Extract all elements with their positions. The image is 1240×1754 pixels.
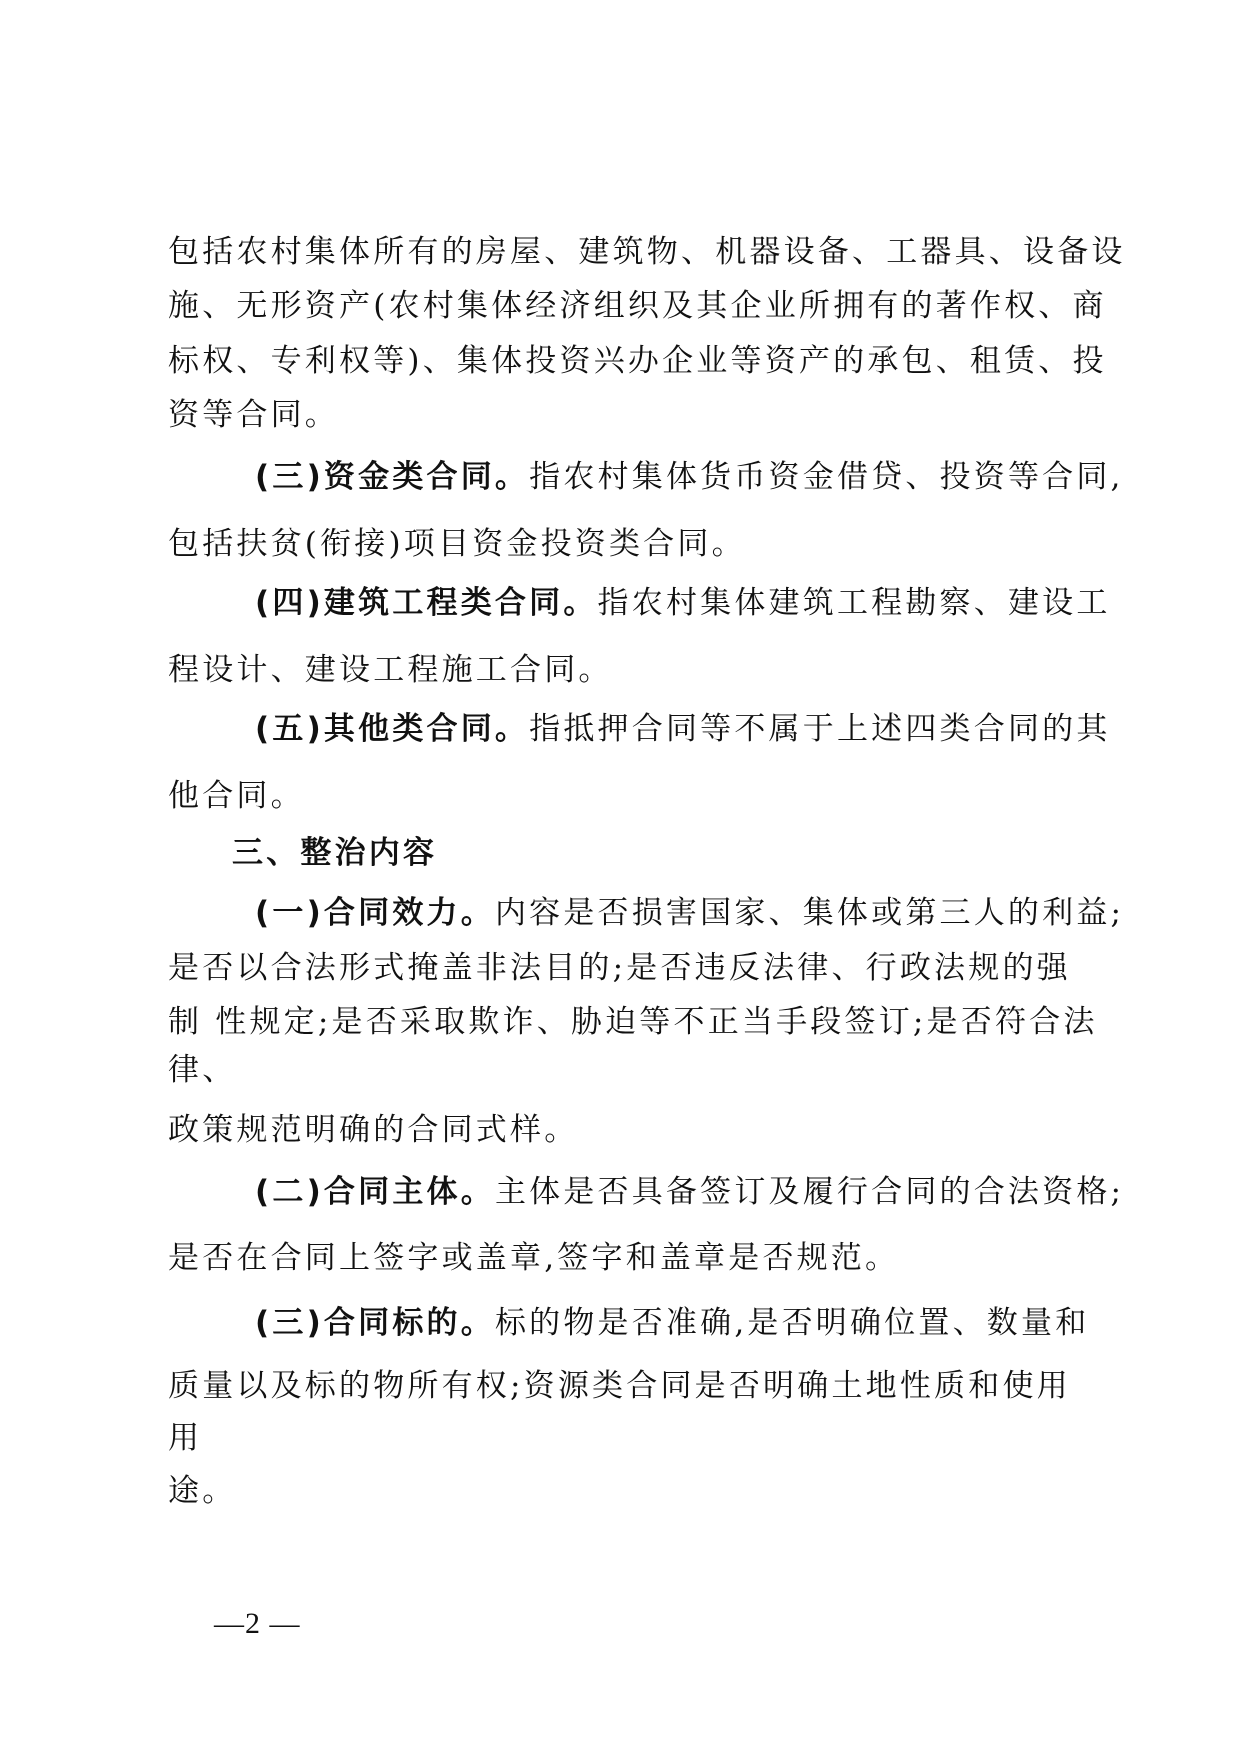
section-5-text: 指抵押合同等不属于上述四类合同的其 [529,711,1111,747]
body-line-16: 政策规范明确的合同式样。 [168,1112,579,1148]
section-4-title: (四)建筑工程类合同。 [255,585,598,621]
section-3-text: 指农村集体货币资金借贷、投资等合同, [529,459,1124,495]
body-line-8: 程设计、建设工程施工合同。 [168,652,613,688]
item-2-title: (二)合同主体。 [255,1174,495,1210]
body-line-22: 途。 [168,1473,237,1509]
section-heading: 三、整治内容 [232,835,438,871]
body-line-2: 施、无形资产(农村集体经济组织及其企业所拥有的著作权、商 [168,288,1107,324]
section-5-paragraph [255,709,1111,749]
body-line-15: 律、 [168,1052,237,1088]
body-line-13: 是否以合法形式掩盖非法目的;是否违反法律、行政法规的强 [168,950,1071,986]
body-line-6: 包括扶贫(衔接)项目资金投资类合同。 [168,526,746,562]
body-line-1: 包括农村集体所有的房屋、建筑物、机器设备、工器具、设备设 [168,234,1126,270]
section-5-title: (五)其他类合同。 [255,711,530,747]
item-1-text: 内容是否损害国家、集体或第三人的利益; [494,895,1125,931]
item-3-title: (三)合同标的。 [255,1305,495,1341]
item-2-paragraph [255,1172,1124,1212]
item-1-title: (一)合同效力。 [255,895,495,931]
section-3-paragraph [255,457,1124,497]
item-3-text: 标的物是否准确,是否明确位置、数量和 [494,1305,1090,1341]
body-line-4: 资等合同。 [168,397,339,433]
body-line-21: 用 [168,1420,203,1456]
body-line-3: 标权、专利权等)、集体投资兴办企业等资产的承包、租赁、投 [168,343,1107,379]
page-number: —2 — [214,1607,301,1640]
section-4-paragraph [255,583,1111,623]
section-4-text: 指农村集体建筑工程勘察、建设工 [597,585,1111,621]
item-1-paragraph [255,893,1124,933]
body-line-20: 质量以及标的物所有权;资源类合同是否明确土地性质和使用 [168,1368,1071,1404]
item-2-text: 主体是否具备签订及履行合同的合法资格; [494,1174,1125,1210]
section-3-title: (三)资金类合同。 [255,459,530,495]
body-line-18: 是否在合同上签字或盖章,签字和盖章是否规范。 [168,1240,900,1276]
body-line-14: 制 性规定;是否采取欺诈、胁迫等不正当手段签订;是否符合法 [168,1004,1098,1040]
item-3-paragraph [255,1303,1089,1343]
body-line-10: 他合同。 [168,778,305,814]
